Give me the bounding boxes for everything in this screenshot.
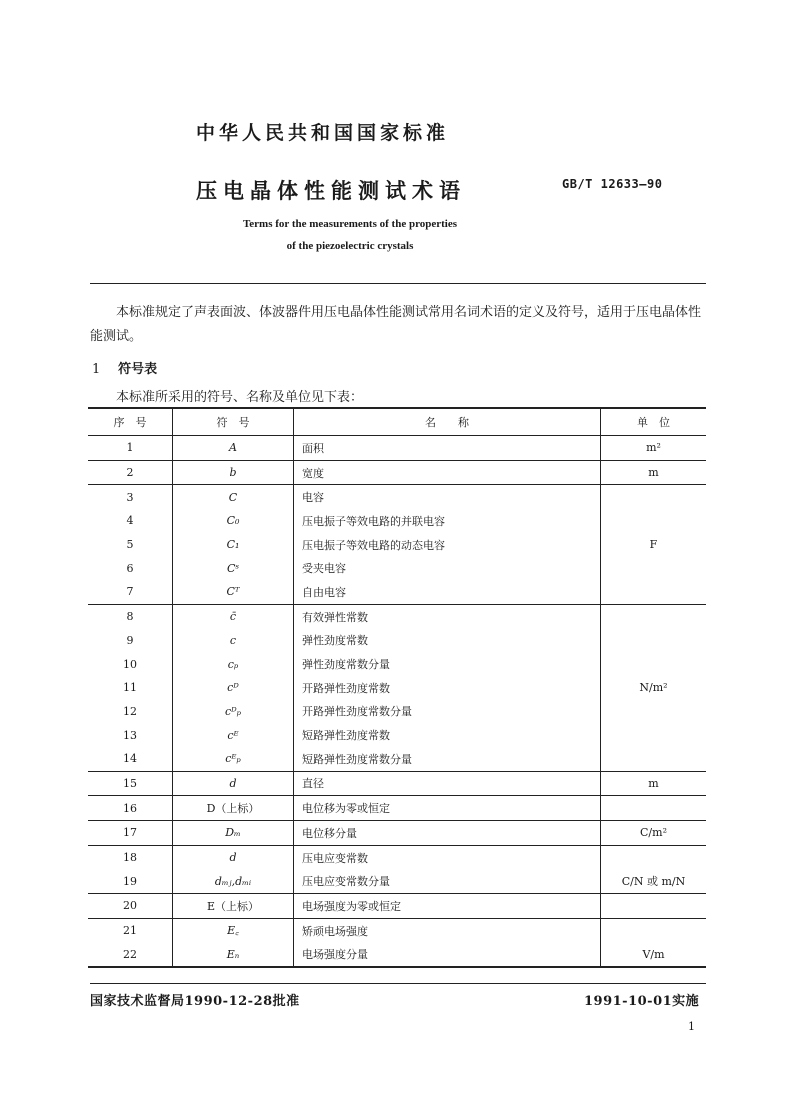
row-unit — [601, 723, 707, 747]
row-name: 受夹电容 — [294, 556, 601, 580]
row-unit — [601, 894, 707, 919]
row-name: 短路弹性劲度常数 — [294, 723, 601, 747]
standard-code: GB/T 12633—90 — [562, 177, 663, 191]
row-seq: 6 — [88, 556, 173, 580]
section-number: 1 — [92, 362, 101, 377]
table-row — [88, 485, 706, 509]
row-seq: 16 — [88, 796, 173, 821]
row-name: 压电应变常数分量 — [294, 869, 601, 893]
table-row — [88, 556, 706, 580]
row-unit — [601, 509, 707, 533]
row-unit — [601, 747, 707, 771]
row-seq: 7 — [88, 580, 173, 604]
intro-paragraph: 本标准规定了声表面波、体波器件用压电晶体性能测试常用名词术语的定义及符号，适用于压电晶体性能测试。 — [90, 305, 702, 344]
row-seq: 3 — [88, 485, 173, 509]
row-seq: 19 — [88, 869, 173, 893]
row-name: 直径 — [294, 771, 601, 796]
row-unit — [601, 485, 707, 509]
row-name: 电位移分量 — [294, 821, 601, 846]
header-name: 名 称 — [294, 408, 601, 436]
table-row — [88, 723, 706, 747]
row-unit: N/m² — [639, 681, 668, 695]
row-symbol: Cᵀ — [173, 580, 294, 604]
header-seq: 序 号 — [88, 408, 173, 436]
row-seq: 10 — [88, 652, 173, 676]
row-unit — [601, 629, 707, 653]
row-unit: m² — [601, 436, 707, 461]
table-row — [88, 460, 706, 485]
table-row — [88, 821, 706, 846]
row-seq: 17 — [88, 821, 173, 846]
header-symbol: 符 号 — [173, 408, 294, 436]
table-intro: 本标准所采用的符号、名称及单位见下表： — [116, 390, 364, 405]
row-unit — [601, 652, 707, 676]
row-name: 压电振子等效电路的动态电容 — [294, 533, 601, 557]
row-unit: m — [601, 771, 707, 796]
row-symbol: Eₙ — [173, 942, 294, 967]
row-seq: 9 — [88, 629, 173, 653]
row-seq: 20 — [88, 894, 173, 919]
row-seq: 12 — [88, 700, 173, 724]
row-name: 宽度 — [294, 460, 601, 485]
section-heading — [92, 358, 157, 377]
table-row — [88, 918, 706, 942]
table-row — [88, 676, 706, 700]
row-symbol: C — [173, 485, 294, 509]
effective-date: 1991-10-01实施 — [584, 994, 700, 1009]
table-row — [88, 845, 706, 869]
row-symbol: E꜀ — [173, 918, 294, 942]
row-name: 电场强度为零或恒定 — [294, 894, 601, 919]
row-name: 开路弹性劲度常数分量 — [294, 700, 601, 724]
row-unit: F — [649, 538, 658, 552]
row-symbol: cᴰ — [173, 676, 294, 700]
row-unit — [601, 918, 707, 942]
row-unit — [601, 700, 707, 724]
row-name: 开路弹性劲度常数 — [294, 676, 601, 700]
row-name: 面积 — [294, 436, 601, 461]
row-symbol: C₀ — [173, 509, 294, 533]
row-name: 电容 — [294, 485, 601, 509]
row-name: 电场强度分量 — [294, 942, 601, 967]
row-unit — [601, 580, 707, 604]
row-name: 短路弹性劲度常数分量 — [294, 747, 601, 771]
row-seq: 15 — [88, 771, 173, 796]
header-divider — [90, 283, 706, 284]
row-symbol: D（上标） — [173, 796, 294, 821]
footer-divider — [90, 983, 706, 984]
row-unit: V/m — [601, 942, 707, 967]
row-seq: 8 — [88, 604, 173, 628]
section-title: 符号表 — [118, 362, 158, 377]
row-seq: 1 — [88, 436, 173, 461]
row-unit: C/m² — [601, 821, 707, 846]
header-unit: 单 位 — [601, 408, 707, 436]
table-row — [88, 629, 706, 653]
row-symbol: b — [173, 460, 294, 485]
english-title-line1: Terms for the measurements of the properties — [242, 218, 458, 230]
row-unit — [601, 604, 707, 628]
row-symbol: dₘⱼ,dₘᵢ — [173, 869, 294, 893]
row-seq: 14 — [88, 747, 173, 771]
row-symbol: cᴱ — [173, 723, 294, 747]
row-name: 电位移为零或恒定 — [294, 796, 601, 821]
row-name: 有效弹性常数 — [294, 604, 601, 628]
row-symbol: d — [173, 845, 294, 869]
table-row — [88, 604, 706, 628]
symbol-table — [88, 407, 706, 968]
row-seq: 21 — [88, 918, 173, 942]
row-name: 矫顽电场强度 — [294, 918, 601, 942]
row-seq: 13 — [88, 723, 173, 747]
table-row — [88, 796, 706, 821]
table-row — [88, 580, 706, 604]
table-row — [88, 771, 706, 796]
approval-note: 国家技术监督局1990-12-28批准 — [90, 994, 300, 1009]
row-name: 弹性劲度常数分量 — [294, 652, 601, 676]
row-unit: m — [601, 460, 707, 485]
row-seq: 2 — [88, 460, 173, 485]
row-seq: 11 — [88, 676, 173, 700]
row-symbol: C₁ — [173, 533, 294, 557]
row-seq: 18 — [88, 845, 173, 869]
english-title-line2: of the piezoelectric crystals — [286, 240, 414, 252]
row-name: 压电应变常数 — [294, 845, 601, 869]
row-symbol: A — [173, 436, 294, 461]
table-row — [88, 700, 706, 724]
row-seq: 4 — [88, 509, 173, 533]
table-header-row — [88, 408, 706, 436]
row-unit: C/N 或 m/N — [601, 869, 707, 893]
row-name: 弹性劲度常数 — [294, 629, 601, 653]
row-symbol: cₚ — [173, 652, 294, 676]
row-unit — [601, 845, 707, 869]
row-symbol: cᴰₚ — [173, 700, 294, 724]
table-row — [88, 747, 706, 771]
row-seq: 22 — [88, 942, 173, 967]
table-row — [88, 533, 706, 557]
row-name: 自由电容 — [294, 580, 601, 604]
row-symbol: E（上标） — [173, 894, 294, 919]
row-symbol: c — [173, 629, 294, 653]
table-row — [88, 942, 706, 967]
table-row — [88, 869, 706, 893]
table-row — [88, 509, 706, 533]
page-number: 1 — [688, 1020, 695, 1033]
row-unit — [601, 556, 707, 580]
table-row — [88, 436, 706, 461]
org-title: 中华人民共和国国家标准 — [196, 122, 450, 144]
row-symbol: d — [173, 771, 294, 796]
table-row — [88, 894, 706, 919]
table-row — [88, 652, 706, 676]
row-symbol: c̄ — [173, 604, 294, 628]
row-seq: 5 — [88, 533, 173, 557]
standard-title: 压电晶体性能测试术语 — [196, 178, 466, 203]
row-symbol: Cˢ — [173, 556, 294, 580]
row-symbol: Dₘ — [173, 821, 294, 846]
row-unit — [601, 796, 707, 821]
row-name: 压电振子等效电路的并联电容 — [294, 509, 601, 533]
row-symbol: cᴱₚ — [173, 747, 294, 771]
